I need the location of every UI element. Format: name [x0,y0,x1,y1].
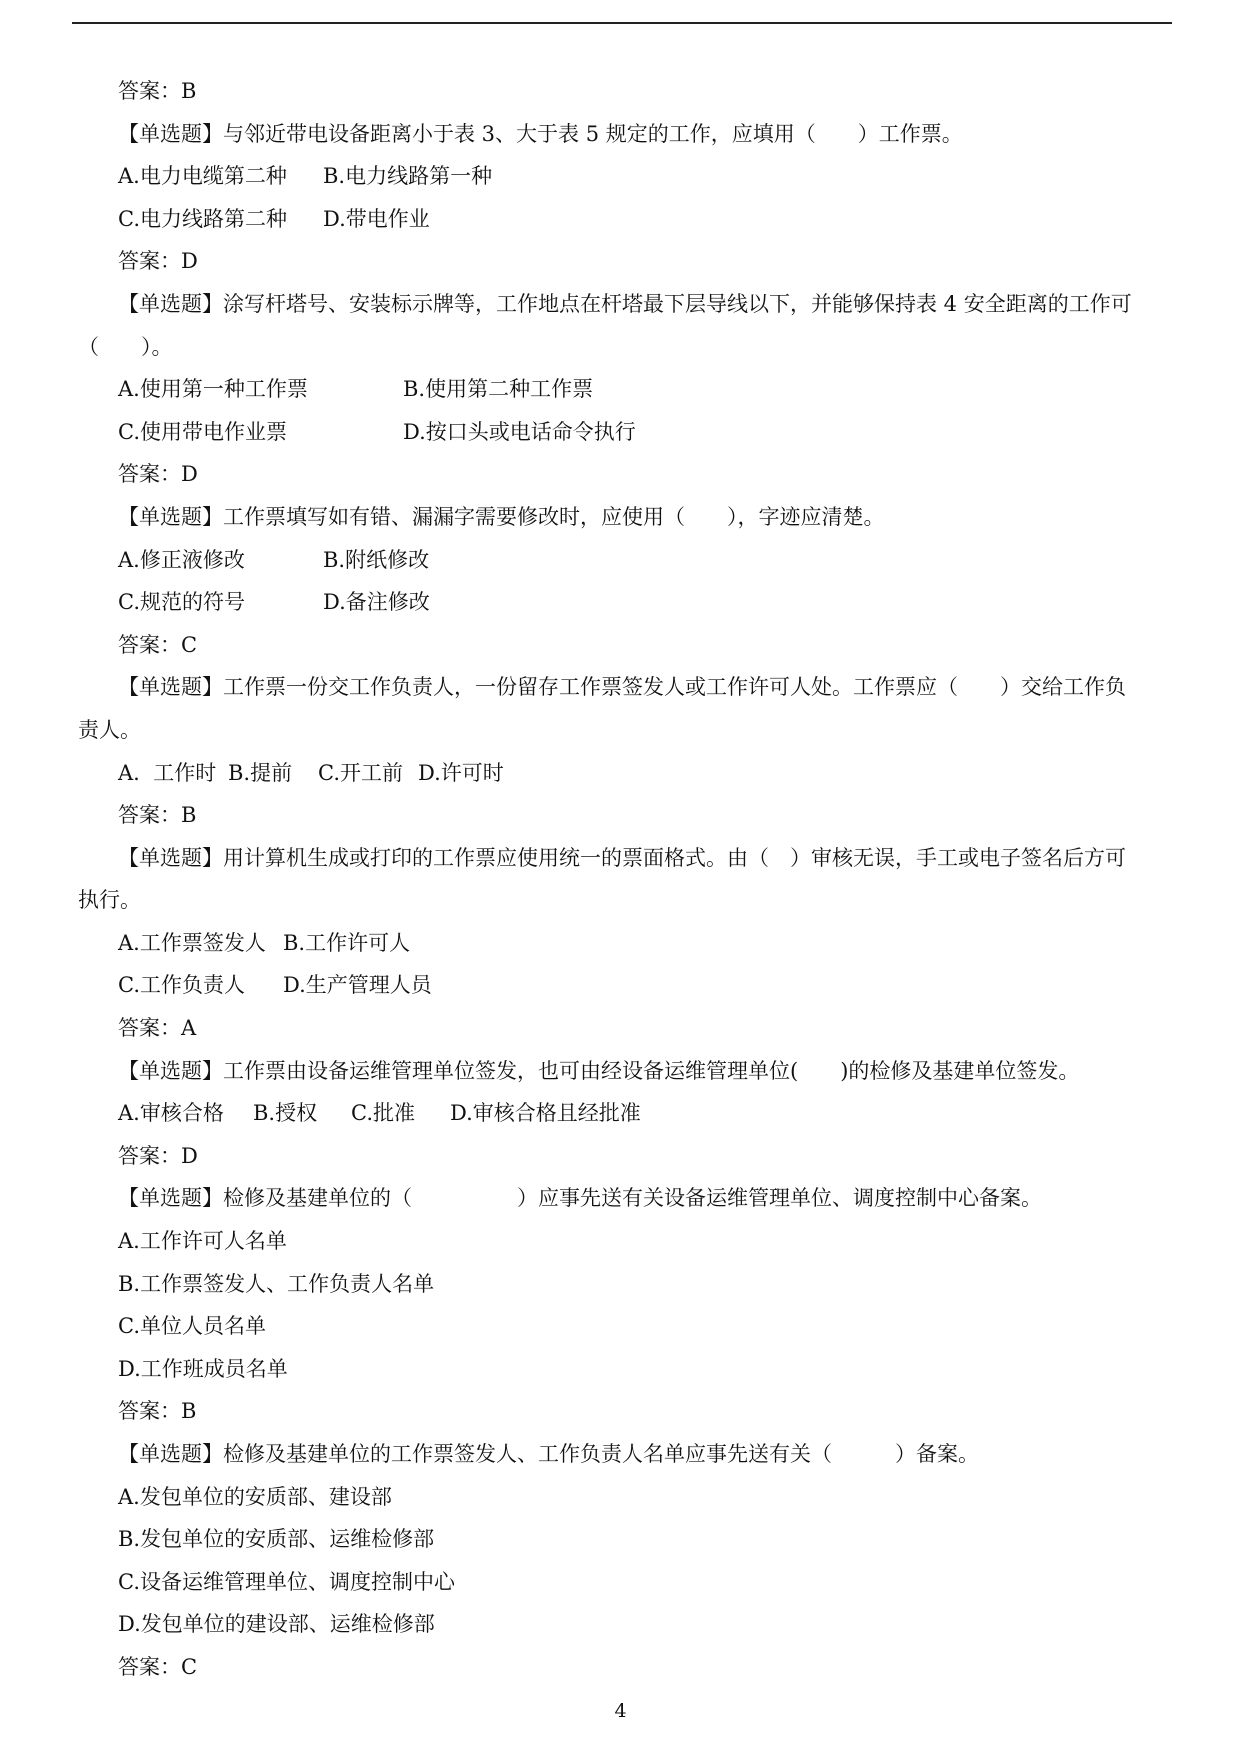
options-row [0,1263,1241,1306]
options-row [0,922,1241,965]
question [0,113,1241,156]
question [0,1177,1241,1220]
option-item: B.使用第二种工作票 [403,377,594,402]
option-item: D.生产管理人员 [283,973,432,998]
answer-line: 答案：C [118,632,198,657]
options-row [0,1561,1241,1604]
option-item: D.工作班成员名单 [118,1356,288,1381]
option-item: D.发包单位的建设部、运维检修部 [118,1612,435,1637]
question [0,1050,1241,1093]
option-item: D.备注修改 [323,590,430,615]
answer-line: 答案：D [118,1143,198,1168]
option-item: C.使用带电作业票 [118,419,287,444]
question [0,1433,1241,1476]
options-row [0,368,1241,411]
option-item: C.电力线路第二种 [118,206,287,231]
options-row [0,411,1241,454]
option-item: A.工作票签发人 [118,930,266,955]
options-row [0,1476,1241,1519]
option-item: B.授权 [253,1101,318,1126]
option-item: D.审核合格且经批准 [450,1101,641,1126]
answer-line: 答案：A [118,1016,197,1041]
question-text-continued: 责人。 [78,717,141,742]
answer-line: 答案：B [118,79,197,103]
question [0,496,1241,539]
option-item: C.规范的符号 [118,590,245,615]
option-item: A.审核合格 [118,1101,224,1126]
options-row [0,1518,1241,1561]
option-item: A.发包单位的安质部、建设部 [118,1484,392,1509]
question-text: 【单选题】检修及基建单位的（ ）应事先送有关设备运维管理单位、调度控制中心备案。 [118,1186,1042,1211]
option-item: D.带电作业 [323,206,430,231]
question [0,666,1241,751]
answer-line: 答案：D [118,462,198,487]
options-row [0,581,1241,624]
option-item: C.工作负责人 [118,973,245,998]
option-item: D.按口头或电话命令执行 [403,419,636,444]
options-row [0,155,1241,198]
question [0,283,1241,368]
option-item: B.附纸修改 [323,547,430,572]
option-item: B.提前 [228,760,293,785]
question-text: 【单选题】工作票由设备运维管理单位签发，也可由经设备运维管理单位( )的检修及基建单位签发。 [118,1058,1080,1083]
option-item: B.工作票签发人、工作负责人名单 [118,1271,435,1296]
question [0,837,1241,922]
options-row [0,539,1241,582]
question-text-continued: 执行。 [78,888,141,913]
options-row [0,752,1241,795]
header-rule [72,22,1172,24]
answer-line: 答案：B [118,803,197,828]
answer-line: 答案：B [118,1399,197,1424]
answer-line: 答案：C [118,1654,198,1679]
option-item: A.使用第一种工作票 [118,377,308,402]
option-item: A.电力电缆第二种 [118,164,287,189]
options-row [0,1092,1241,1135]
question-text: 【单选题】工作票填写如有错、漏漏字需要修改时，应使用（ ），字迹应清楚。 [118,504,885,529]
option-item: B.电力线路第一种 [323,164,493,189]
options-row [0,1220,1241,1263]
option-item: A.工作许可人名单 [118,1229,287,1254]
question-text: 【单选题】用计算机生成或打印的工作票应使用统一的票面格式。由（ ）审核无误，手工或电子签名后方可 [118,845,1126,870]
option-item: A.修正液修改 [118,547,245,572]
option-item: C.批准 [351,1101,415,1126]
document-body [0,70,1241,1689]
options-row [0,1305,1241,1348]
question-text: 【单选题】涂写杆塔号、安装标示牌等，工作地点在杆塔最下层导线以下，并能够保持表 4 安全距离的工作可 [118,291,1132,316]
options-row [0,964,1241,1007]
option-item: C.设备运维管理单位、调度控制中心 [118,1569,455,1594]
page-number: 4 [614,1700,627,1722]
options-row [0,198,1241,241]
options-row [0,1348,1241,1391]
question-text: 【单选题】与邻近带电设备距离小于表 3、大于表 5 规定的工作，应填用（ ）工作票。 [118,121,963,146]
option-item: B.发包单位的安质部、运维检修部 [118,1527,435,1552]
option-item: A. 工作时 [118,760,217,785]
option-item: C.开工前 [318,760,403,785]
question-text-continued: （ ）。 [78,334,173,359]
answer-line: 答案：D [118,249,198,274]
question-text: 【单选题】检修及基建单位的工作票签发人、工作负责人名单应事先送有关（ ）备案。 [118,1442,979,1466]
option-item: C.单位人员名单 [118,1314,266,1339]
option-item: D.许可时 [418,760,504,785]
question-text: 【单选题】工作票一份交工作负责人，一份留存工作票签发人或工作许可人处。工作票应（ ）交给工作负 [118,675,1126,700]
options-row [0,1603,1241,1646]
option-item: B.工作许可人 [283,930,411,955]
